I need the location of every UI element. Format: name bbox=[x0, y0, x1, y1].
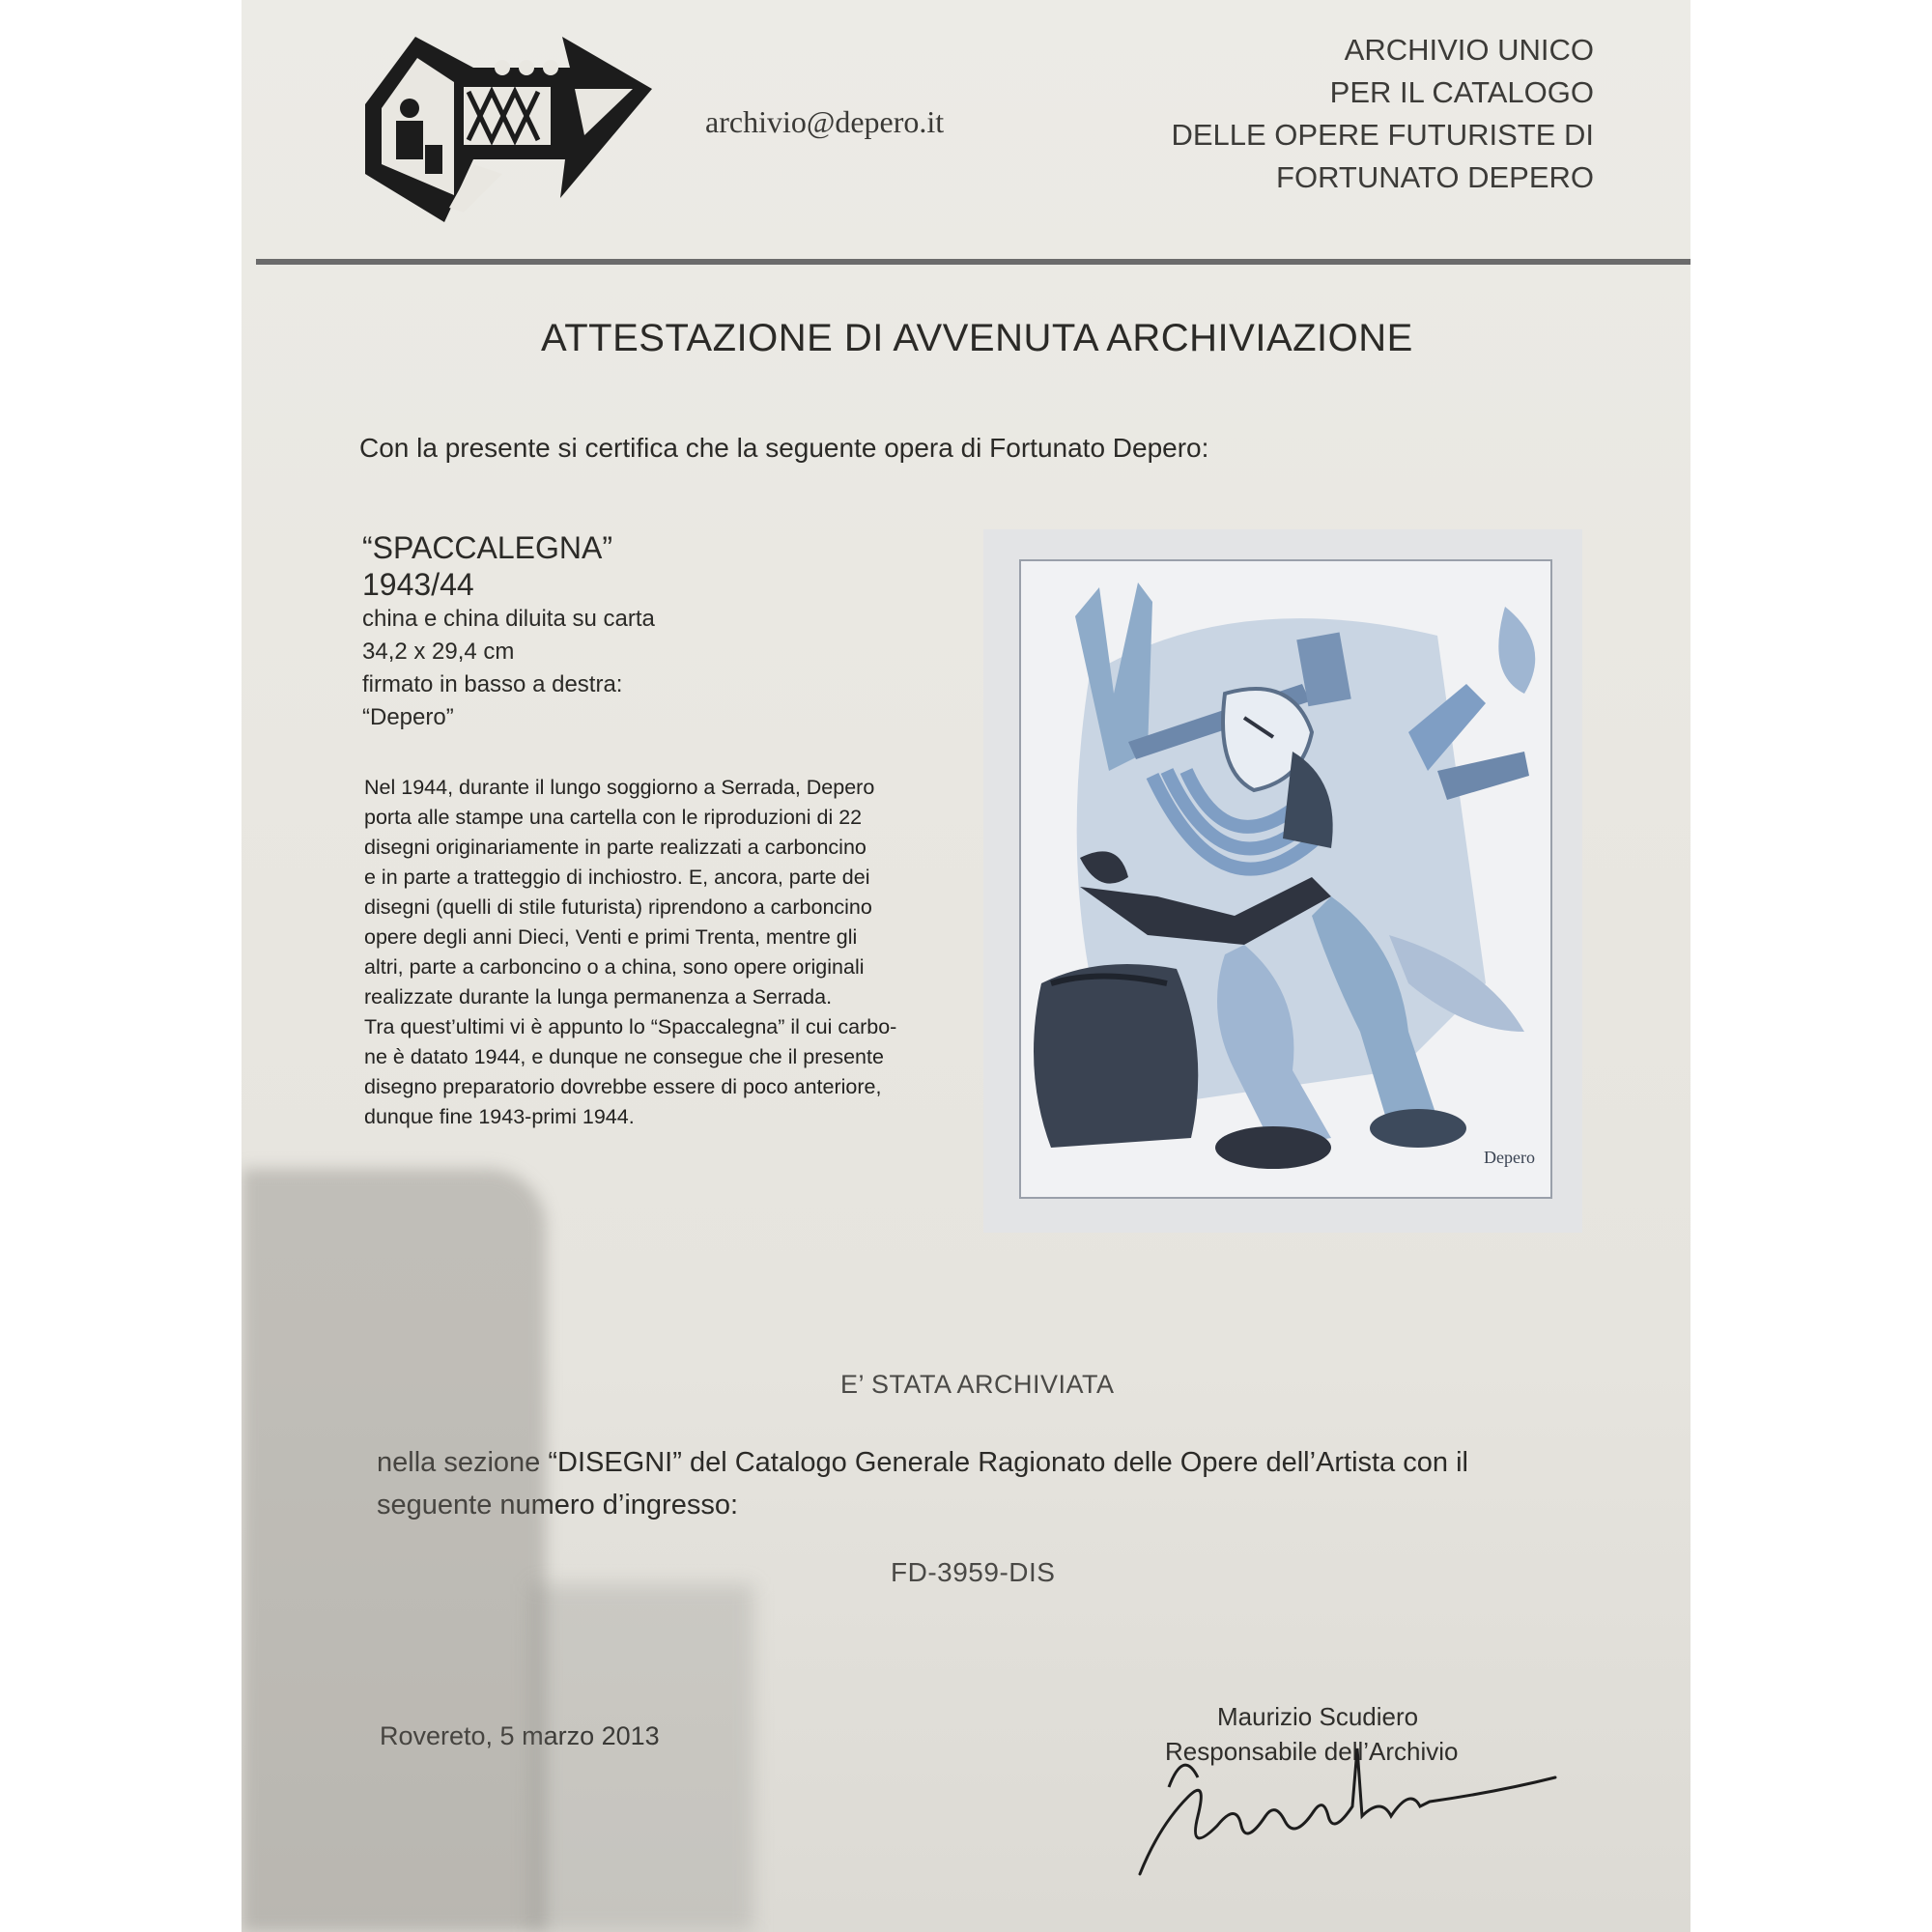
document-title: ATTESTAZIONE DI AVVENUTA ARCHIVIAZIONE bbox=[541, 317, 1413, 359]
description-line: disegni (quelli di stile futurista) riprendono a carboncino bbox=[364, 895, 872, 919]
archive-name-block bbox=[1171, 29, 1594, 199]
description-line: Tra quest’ultimi vi è appunto lo “Spaccalegna” il cui carbo- bbox=[364, 1015, 897, 1038]
photo-shadow bbox=[531, 1584, 753, 1932]
archive-line: DELLE OPERE FUTURISTE DI bbox=[1171, 118, 1594, 152]
entry-number: FD-3959-DIS bbox=[891, 1557, 1056, 1587]
archive-email: archivio@depero.it bbox=[705, 104, 945, 139]
signatory-role: Responsabile dell’Archivio bbox=[1165, 1737, 1459, 1766]
handwritten-signature-icon bbox=[1130, 1710, 1594, 1884]
certificate-page bbox=[242, 0, 1690, 1932]
place-date: Rovereto, 5 marzo 2013 bbox=[380, 1721, 660, 1750]
photo-shadow bbox=[242, 1169, 546, 1932]
section-line: seguente numero d’ingresso: bbox=[377, 1490, 739, 1520]
work-medium: china e china diluita su carta bbox=[362, 606, 655, 632]
description-line: ne è datato 1944, e dunque ne consegue che il presente bbox=[364, 1045, 884, 1068]
header-divider bbox=[256, 259, 1690, 265]
description-line: realizzate durante la lunga permanenza a Serrada. bbox=[364, 985, 833, 1009]
description-line: dunque fine 1943-primi 1944. bbox=[364, 1105, 635, 1128]
archive-line: FORTUNATO DEPERO bbox=[1276, 160, 1594, 194]
work-dimensions: 34,2 x 29,4 cm bbox=[362, 639, 515, 665]
work-title: “SPACCALEGNA” bbox=[362, 530, 613, 565]
description-line: e in parte a tratteggio di inchiostro. E, ancora, parte dei bbox=[364, 866, 870, 889]
depero-logo-icon bbox=[357, 29, 657, 232]
description-line: Nel 1944, durante il lungo soggiorno a Serrada, Depero bbox=[364, 776, 875, 799]
work-signature-text: “Depero” bbox=[362, 704, 454, 730]
artwork-image bbox=[983, 529, 1582, 1233]
archive-line: ARCHIVIO UNICO bbox=[1344, 33, 1594, 67]
archived-label: E’ STATA ARCHIVIATA bbox=[840, 1370, 1115, 1399]
description-line: porta alle stampe una cartella con le riproduzioni di 22 bbox=[364, 806, 863, 829]
intro-text: Con la presente si certifica che la seguente opera di Fortunato Depero: bbox=[359, 433, 1209, 463]
work-signed-note: firmato in basso a destra: bbox=[362, 671, 623, 697]
description-line: opere degli anni Dieci, Venti e primi Trenta, mentre gli bbox=[364, 925, 858, 949]
description-line: disegni originariamente in parte realizzati a carboncino bbox=[364, 836, 867, 859]
archive-line: PER IL CATALOGO bbox=[1329, 75, 1594, 109]
work-date: 1943/44 bbox=[362, 567, 474, 602]
work-description bbox=[364, 773, 953, 1132]
artwork-signature-text: Depero bbox=[1484, 1148, 1535, 1167]
description-line: disegno preparatorio dovrebbe essere di poco anteriore, bbox=[364, 1075, 882, 1098]
work-details bbox=[362, 529, 655, 734]
section-line: nella sezione “DISEGNI” del Catalogo Generale Ragionato delle Opere dell’Artista con il bbox=[377, 1447, 1468, 1478]
description-line: altri, parte a carboncino o a china, sono opere originali bbox=[364, 955, 865, 979]
signatory-name: Maurizio Scudiero bbox=[1217, 1702, 1419, 1731]
